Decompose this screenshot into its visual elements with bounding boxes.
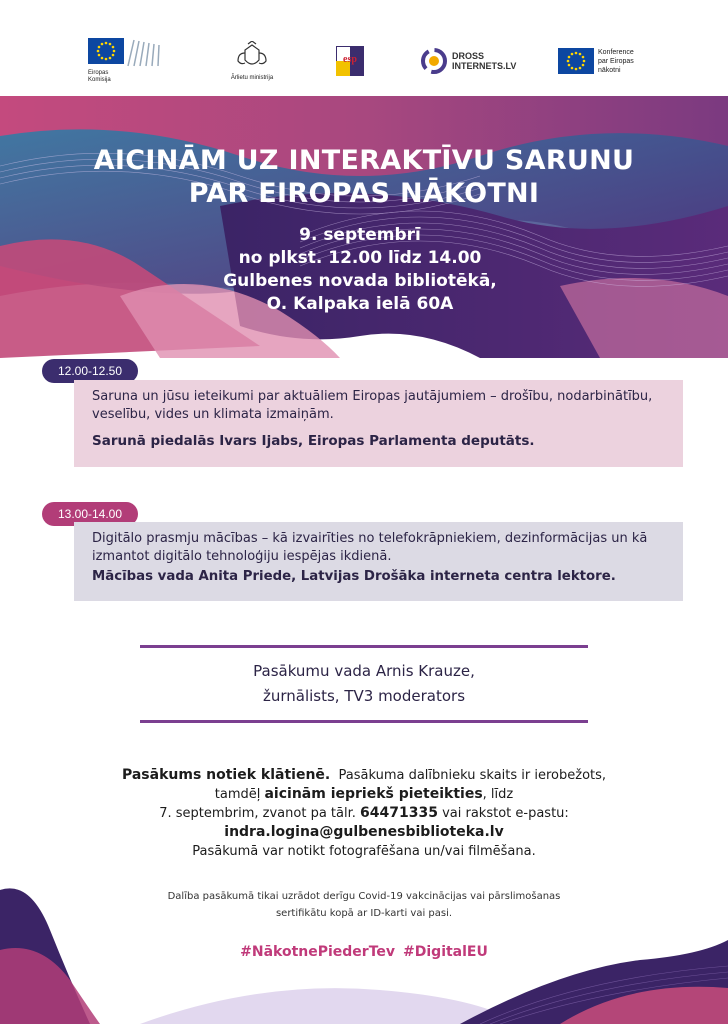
session-card	[74, 522, 683, 601]
phone-number: 64471335	[360, 805, 438, 821]
event-time: no plkst. 12.00 līdz 14.00	[238, 248, 482, 268]
ec-caption: Eiropas Komisija	[88, 70, 111, 83]
eu-flag-icon	[558, 48, 594, 74]
conference-caption: Konference par Eiropas nākotni	[598, 48, 634, 74]
info-limited: Pasākuma dalībnieku skaits ir ierobežots,	[338, 768, 607, 783]
session-speaker: Mācības vada Anita Priede, Latvijas Drošāka interneta centra lektore.	[92, 569, 616, 584]
header-banner	[0, 96, 728, 358]
ministry-logo	[224, 36, 280, 86]
info-text: 7. septembrim, zvanot pa tālr.	[159, 806, 356, 821]
ministry-caption: Ārlietu ministrija	[230, 74, 274, 81]
info-bold-onsite: Pasākums notiek klātienē.	[121, 767, 331, 783]
session-speaker: Sarunā piedalās Ivars Ijabs, Eiropas Parlamenta deputāts.	[92, 433, 535, 449]
covid-notice-line1: Dalība pasākumā tikai uzrādot derīgu Covid-19 vakcinācijas vai pārslimošanas	[167, 891, 561, 902]
session-description: Digitālo prasmju mācības – kā izvairīties no telefokrāpniekiem, dezinformācijas un kā izmantot digitālo tehnoloģiju iespējas ikdienā.	[92, 531, 648, 564]
session-time-badge: 13.00-14.00	[42, 502, 138, 526]
european-commission-logo	[88, 36, 178, 86]
footer-waves	[0, 870, 728, 1024]
contact-email[interactable]: indra.logina@gulbenesbiblioteka.lv	[224, 824, 504, 840]
commission-building-icon	[124, 38, 168, 68]
esp-caption: esp	[343, 54, 357, 65]
coat-of-arms-icon	[234, 41, 270, 71]
host-line1: Pasākumu vada Arnis Krauze,	[253, 662, 475, 680]
session-time-badge: 12.00-12.50	[42, 359, 138, 383]
hashtag: #NākotnePiederTev	[240, 944, 396, 960]
banner-title-line2: PAR EIROPAS NĀKOTNI	[188, 178, 540, 209]
info-text: , līdz	[482, 787, 514, 802]
session-description: Saruna un jūsu ieteikumi par aktuāliem Eiropas jautājumiem – drošību, nodarbinātību, veselību, vides un klimata izmaiņām.	[92, 389, 653, 422]
info-bold-register: aicinām iepriekš pieteikties	[264, 786, 483, 802]
banner-title-line1: AICINĀM UZ INTERAKTĪVU SARUNU	[93, 145, 635, 176]
esp-logo	[332, 36, 368, 86]
eu-flag-icon	[88, 38, 124, 64]
dross-caption: DROSS INTERNETS.LV	[452, 51, 517, 71]
registration-info	[80, 766, 648, 861]
dross-internets-logo	[420, 36, 517, 86]
event-place: Gulbenes novada bibliotēkā,	[223, 271, 497, 291]
dross-circle-icon	[420, 47, 448, 75]
session-card	[74, 380, 683, 467]
covid-notice-line2: sertifikātu kopā ar ID-karti vai pasi.	[275, 908, 453, 919]
event-address: O. Kalpaka ielā 60A	[266, 294, 454, 314]
event-date: 9. septembrī	[299, 225, 421, 245]
info-text: vai rakstot e-pastu:	[442, 806, 569, 821]
host-line2: žurnālists, TV3 moderators	[262, 687, 466, 705]
divider-top	[140, 645, 588, 648]
filming-notice: Pasākumā var notikt fotografēšana un/vai filmēšana.	[192, 844, 536, 859]
hashtag: #DigitalEU	[403, 944, 488, 960]
info-text: tamdēļ	[214, 787, 261, 802]
conference-logo	[558, 36, 648, 86]
divider-bottom	[140, 720, 588, 723]
